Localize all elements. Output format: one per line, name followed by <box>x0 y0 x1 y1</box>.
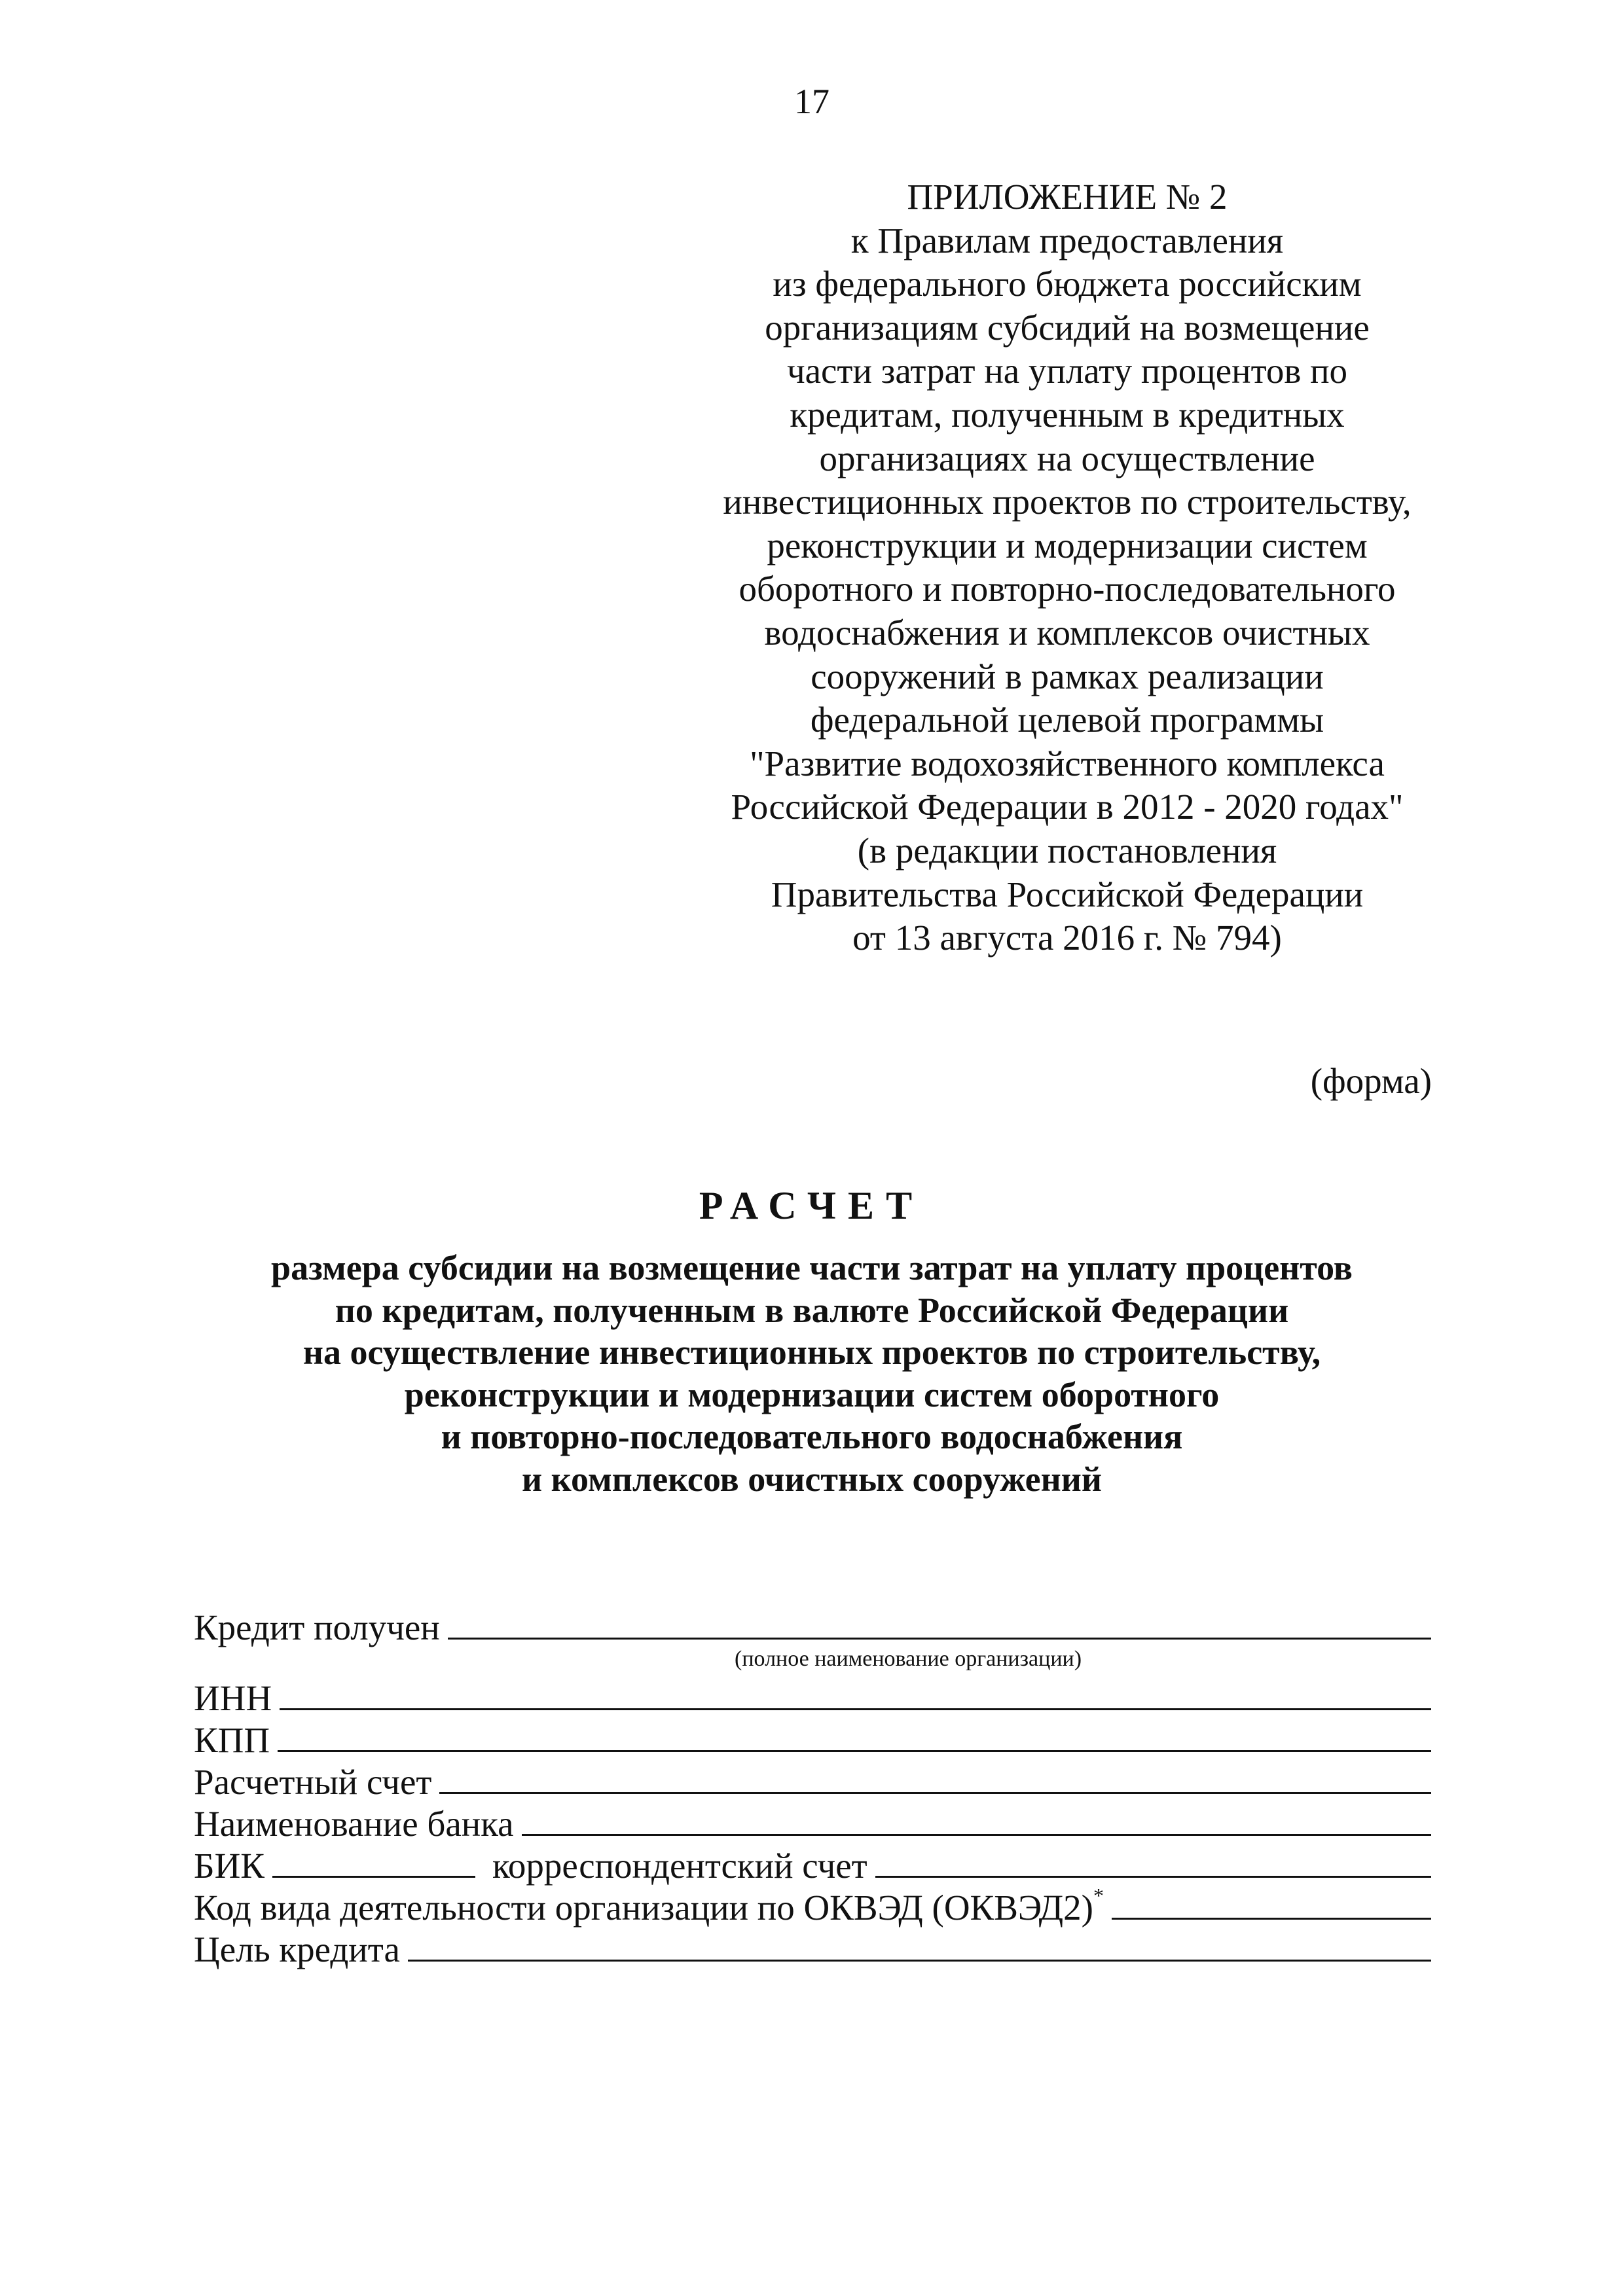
bank-name-field[interactable] <box>522 1805 1431 1836</box>
okved-row <box>194 1884 1431 1929</box>
inn-row <box>194 1677 1431 1719</box>
credit-purpose-row <box>194 1929 1431 1971</box>
subtitle-line: реконструкции и модернизации систем оборотного <box>404 1374 1220 1414</box>
okved-label <box>194 1884 1104 1929</box>
appendix-line: Российской Федерации в 2012 - 2020 годах" <box>731 787 1404 827</box>
credit-received-caption: (полное наименование организации) <box>735 1647 1082 1671</box>
appendix-line: "Развитие водохозяйственного комплекса <box>750 743 1385 783</box>
okved-field[interactable] <box>1112 1889 1431 1920</box>
inn-label: ИНН <box>194 1678 272 1718</box>
corr-account-field[interactable] <box>875 1847 1431 1878</box>
corr-account-label: корреспондентский счет <box>492 1846 867 1886</box>
appendix-line: к Правилам предоставления <box>850 220 1284 260</box>
credit-received-field[interactable] <box>448 1609 1431 1640</box>
appendix-line: оборотного и повторно-последовательного <box>739 569 1396 609</box>
credit-received-label: Кредит получен <box>194 1607 440 1647</box>
appendix-line: реконструкции и модернизации систем <box>767 525 1368 565</box>
bank-name-row <box>194 1803 1431 1845</box>
bik-label: БИК <box>194 1846 264 1886</box>
account-row <box>194 1761 1431 1803</box>
appendix-line: из федерального бюджета российским <box>773 264 1362 304</box>
form-note: (форма) <box>1310 1061 1432 1101</box>
appendix-line: ПРИЛОЖЕНИЕ № 2 <box>907 177 1228 217</box>
bik-field[interactable] <box>272 1847 475 1878</box>
account-field[interactable] <box>439 1763 1431 1794</box>
appendix-line: водоснабжения и комплексов очистных <box>764 612 1370 653</box>
appendix-header <box>655 175 1480 960</box>
appendix-line: организациям субсидий на возмещение <box>765 307 1370 348</box>
appendix-line: Правительства Российской Федерации <box>771 874 1364 914</box>
kpp-field[interactable] <box>278 1721 1431 1752</box>
kpp-label: КПП <box>194 1720 270 1760</box>
appendix-line: от 13 августа 2016 г. № 794) <box>852 918 1282 958</box>
document-subtitle <box>164 1247 1460 1500</box>
credit-purpose-label: Цель кредита <box>194 1929 400 1969</box>
subtitle-line: по кредитам, полученным в валюте Российской Федерации <box>335 1290 1289 1330</box>
form-fields <box>194 1607 1431 1971</box>
document-title: РАСЧЕТ <box>699 1184 924 1227</box>
subtitle-line: и повторно-последовательного водоснабжения <box>441 1417 1183 1456</box>
bik-row <box>194 1845 1431 1887</box>
credit-purpose-field[interactable] <box>408 1931 1431 1962</box>
credit-received-row <box>194 1607 1431 1649</box>
subtitle-line: размера субсидии на возмещение части затрат на уплату процентов <box>271 1248 1353 1287</box>
appendix-line: кредитам, полученным в кредитных <box>790 394 1345 435</box>
page-number: 17 <box>794 82 830 121</box>
appendix-line: (в редакции постановления <box>857 830 1277 870</box>
appendix-line: инвестиционных проектов по строительству, <box>723 482 1412 522</box>
appendix-line: организациях на осуществление <box>819 438 1315 478</box>
appendix-line: федеральной целевой программы <box>810 700 1324 740</box>
account-label: Расчетный счет <box>194 1762 432 1802</box>
okved-footnote-mark: * <box>1093 1884 1104 1907</box>
okved-label-text: Код вида деятельности организации по ОКВЭД (ОКВЭД2) <box>194 1888 1093 1928</box>
kpp-row <box>194 1719 1431 1761</box>
appendix-line: сооружений в рамках реализации <box>811 656 1324 696</box>
subtitle-line: и комплексов очистных сооружений <box>522 1459 1102 1499</box>
appendix-line: части затрат на уплату процентов по <box>786 351 1348 391</box>
subtitle-line: на осуществление инвестиционных проектов по строительству, <box>302 1333 1321 1372</box>
inn-field[interactable] <box>280 1679 1431 1710</box>
bank-name-label: Наименование банка <box>194 1804 514 1844</box>
